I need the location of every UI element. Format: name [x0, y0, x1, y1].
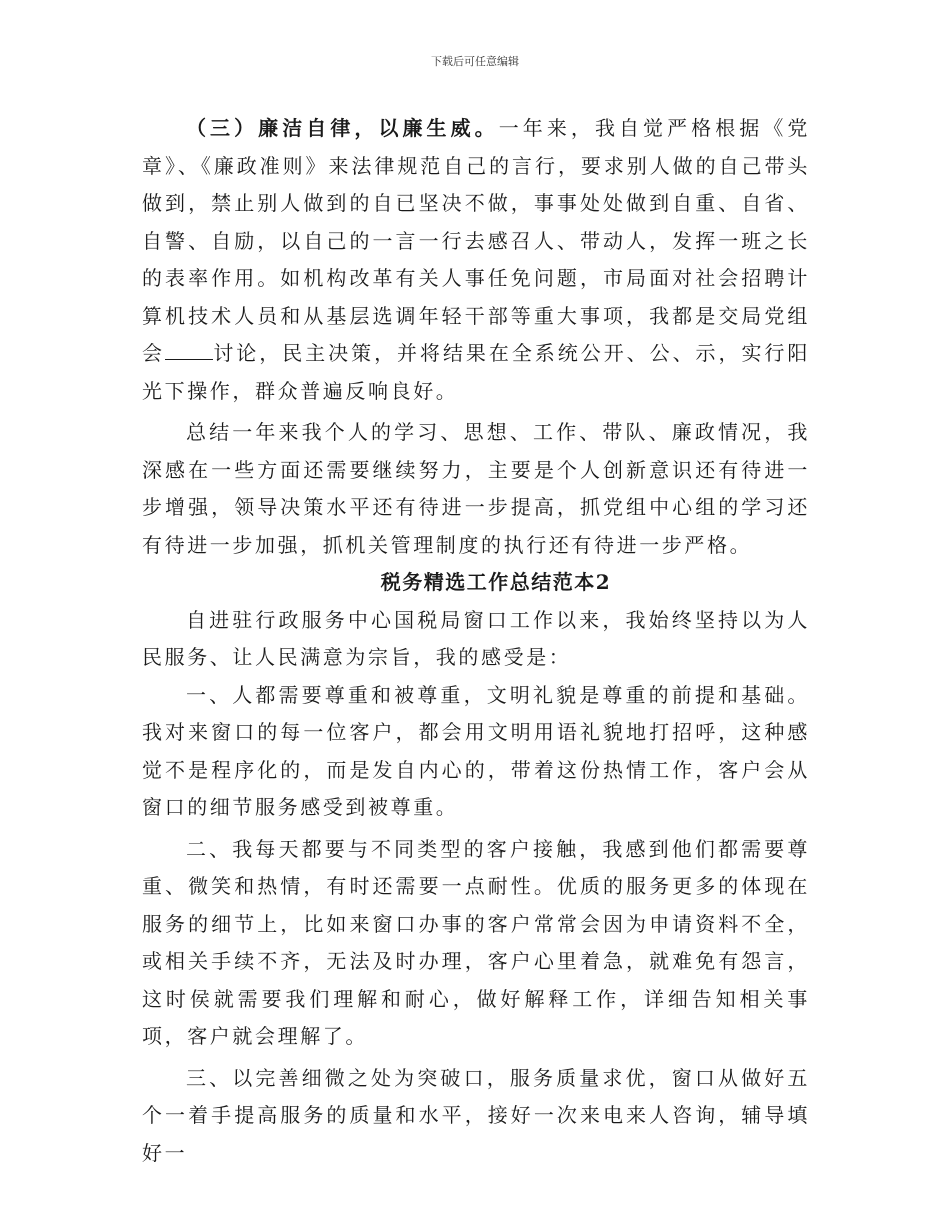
fill-in-blank	[165, 343, 213, 360]
paragraph-integrity	[142, 110, 810, 410]
document-body	[142, 110, 810, 1172]
paragraph-text: 一年来，我自觉严格根据《党章》、《廉政准则》来法律规范自己的言行，要求别人做的自己带头做到，禁止别人做到的自已坚决不做，事事处处做到自重、自省、自警、自励，以自己的一言一行去感召人、带动人，发挥一班之长的表率作用。如机构改革有关人事任免问题，市局面对社会招聘计算机技术人员和从基层选调年轻干部等重大事项，我都是交局党组会	[142, 116, 810, 365]
paragraph-lead-heading: （三）廉洁自律，以廉生威。	[186, 116, 499, 140]
paragraph-point-2: 二、我每天都要与不同类型的客户接触，我感到他们都需要尊重、微笑和热情，有时还需要一点耐性。优质的服务更多的体现在服务的细节上，比如来窗口办事的客户常常会因为申请资料不全，或相关手续不齐，无法及时办理，客户心里着急，就难免有怨言，这时侯就需要我们理解和耐心，做好解释工作，详细告知相关事项，客户就会理解了。	[142, 836, 810, 1048]
paragraph-intro: 自进驻行政服务中心国税局窗口工作以来，我始终坚持以为人民服务、让人民满意为宗旨，我的感受是：	[142, 607, 810, 669]
section-title: 税务精选工作总结范本2	[380, 570, 612, 594]
paragraph-summary: 总结一年来我个人的学习、思想、工作、带队、廉政情况，我深感在一些方面还需要继续努力，主要是个人创新意识还有待进一步增强，领导决策水平还有待进一步提高，抓党组中心组的学习还有待进一步加强，抓机关管理制度的执行还有待进一步严格。	[142, 420, 810, 557]
paragraph-point-3: 三、以完善细微之处为突破口，服务质量求优，窗口从做好五个一着手提高服务的质量和水平，接好一次来电来人咨询，辅导填好一	[142, 1065, 810, 1165]
paragraph-text: 讨论，民主决策，并将结果在全系统公开、公、示，实行阳光下操作，群众普遍反响良好。	[142, 341, 810, 403]
paragraph-point-1: 一、人都需要尊重和被尊重，文明礼貌是尊重的前提和基础。我对来窗口的每一位客户，都会用文明用语礼貌地打招呼，这种感觉不是程序化的，而是发自内心的，带着这份热情工作，客户会从窗口的细节服务感受到被尊重。	[142, 682, 810, 819]
page-header-note: 下载后可任意编辑	[431, 55, 519, 68]
